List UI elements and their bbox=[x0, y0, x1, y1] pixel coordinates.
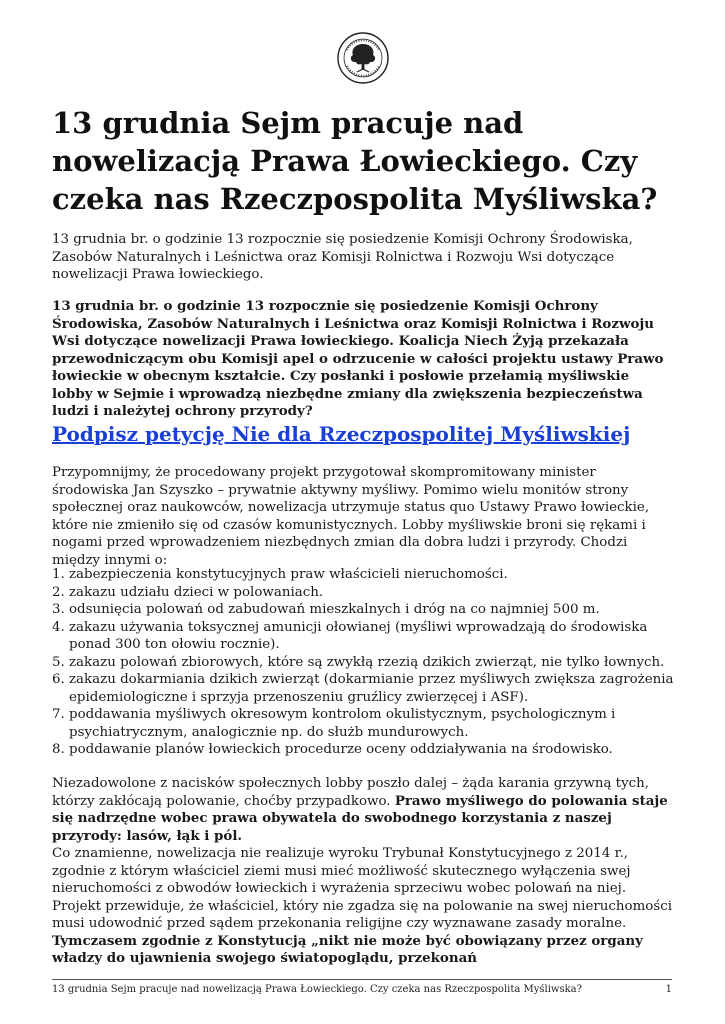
paragraph-intro-list: Przypomnijmy, że procedowany projekt przygotował skompromitowany minister środowiska Jan Szyszko – prywatnie aktywny myśliwy. Pomimo wielu monitów strony społecznej oraz naukowców, nowelizacja utrzymuje status quo Ustawy Prawo łowieckie, które nie zmieniło się od czasów komunistycznych. Lobby myśliwskie broni się rękami i nogami przed wprowadzeniem niezbędnych zmian dla dobra ludzi i przyrody. Chodzi między innymi o: bbox=[52, 465, 650, 568]
paragraph-lobby-bold: Prawo myśliwego do polowania staje się nadrzędne wobec prawa obywatela do swobodnego korzystania z naszej przyrody: lasów, łąk i pól. bbox=[52, 792, 668, 844]
list-number: 8. bbox=[52, 742, 65, 757]
list-item bbox=[52, 619, 674, 654]
list-text: zakazu dokarmiania dzikich zwierząt (dokarmianie przez myśliwych zwiększa zagrożenia epidemiologiczne i sprzyja przenoszeniu gruźlicy zwierzęcej i ASF). bbox=[69, 672, 674, 705]
footer-divider bbox=[52, 979, 672, 980]
list-item bbox=[52, 671, 674, 706]
list-number: 7. bbox=[52, 707, 65, 722]
list-number: 3. bbox=[52, 602, 65, 617]
list-text: odsunięcia polowań od zabudowań mieszkalnych i dróg na co najmniej 500 m. bbox=[69, 602, 600, 617]
page-title: 13 grudnia Sejm pracuje nad nowelizacją Prawa Łowieckiego. Czy czeka nas Rzeczpospolita Myśliwska? bbox=[52, 106, 658, 216]
lead-paragraph: 13 grudnia br. o godzinie 13 rozpocznie się posiedzenie Komisji Ochrony Środowiska, Zasobów Naturalnych i Leśnictwa oraz Komisji Rolnictwa i Rozwoju Wsi dotyczące nowelizacji Prawa łowieckiego. Koalicja Niech Żyją przekazała przewodniczącym obu Komisji apel o odrzucenie w całości projektu ustawy Prawo łowieckie w obecnym kształcie. Czy posłanki i posłowie przełamią myśliwskie lobby w Sejmie i wprowadzą niezbędne zmiany dla zwiększenia bezpieczeństwa ludzi i należytej ochrony przyrody? bbox=[52, 298, 664, 419]
list-number: 1. bbox=[52, 567, 65, 582]
list-text: poddawania myśliwych okresowym kontrolom okulistycznym, psychologicznym i psychiatrycznym, analogicznie np. do służb mundurowych. bbox=[69, 707, 616, 740]
paragraph-lobby-text: Niezadowolone z nacisków społecznych lobby poszło dalej – żąda karania grzywną tych, którzy zakłócają polowanie, choćby przypadkowo. bbox=[52, 776, 650, 809]
list-item bbox=[52, 654, 674, 672]
list-text: zabezpieczenia konstytucyjnych praw właścicieli nieruchomości. bbox=[69, 567, 508, 582]
list-item bbox=[52, 706, 674, 741]
list-text: zakazu używania toksycznej amunicji ołowianej (myśliwi wprowadzają do środowiska ponad 300 ton ołowiu rocznie). bbox=[69, 619, 648, 652]
list-text: zakazu udziału dzieci w polowaniach. bbox=[69, 584, 324, 600]
list-text: poddawanie planów łowieckich procedurze oceny oddziaływania na środowisko. bbox=[69, 742, 613, 757]
footer-title: 13 grudnia Sejm pracuje nad nowelizacją Prawa Łowieckiego. Czy czeka nas Rzeczpospolita Myśliwska? bbox=[52, 984, 582, 995]
intro-paragraph: 13 grudnia br. o godzinie 13 rozpocznie się posiedzenie Komisji Ochrony Środowiska, Zasobów Naturalnych i Leśnictwa oraz Komisji Rolnictwa i Rozwoju Wsi dotyczące nowelizacji Prawa łowieckiego. bbox=[52, 232, 633, 282]
footer-page-number: 1 bbox=[665, 984, 672, 995]
paragraph-lobby bbox=[52, 775, 672, 845]
paragraph-tribunal bbox=[52, 845, 672, 968]
list-item bbox=[52, 741, 674, 759]
paragraph-tribunal-bold: Tymczasem zgodnie z Konstytucją „nikt nie może być obowiązany przez organy władzy do ujawnienia swojego światopoglądu, przekonań bbox=[52, 932, 643, 966]
demands-list bbox=[52, 566, 674, 759]
list-item bbox=[52, 584, 674, 602]
petition-link[interactable]: Podpisz petycję Nie dla Rzeczpospolitej Myśliwskiej bbox=[52, 422, 631, 446]
list-number: 2. bbox=[52, 584, 65, 600]
list-item bbox=[52, 566, 674, 584]
list-number: 4. bbox=[52, 619, 65, 635]
seal-logo-icon bbox=[337, 32, 389, 84]
paragraph-tribunal-text: Co znamienne, nowelizacja nie realizuje wyroku Trybunał Konstytucyjnego z 2014 r., zgodnie z którym właściciel ziemi musi mieć możliwość skutecznego wyłączenia swej nieruchomości z obwodów łowieckich i wyrażenia sprzeciwu wobec polowań na niej. Projekt przewiduje, że właściciel, który nie zgadza się na polowanie na swej nieruchomości musi udowodnić przed sądem przekonania religijne czy wyznawane zasady moralne. bbox=[52, 846, 673, 931]
list-number: 5. bbox=[52, 654, 65, 670]
list-text: zakazu polowań zbiorowych, które są zwykłą rzezią dzikich zwierząt, nie tylko łownych. bbox=[69, 654, 665, 670]
list-item bbox=[52, 601, 674, 619]
list-number: 6. bbox=[52, 672, 65, 687]
